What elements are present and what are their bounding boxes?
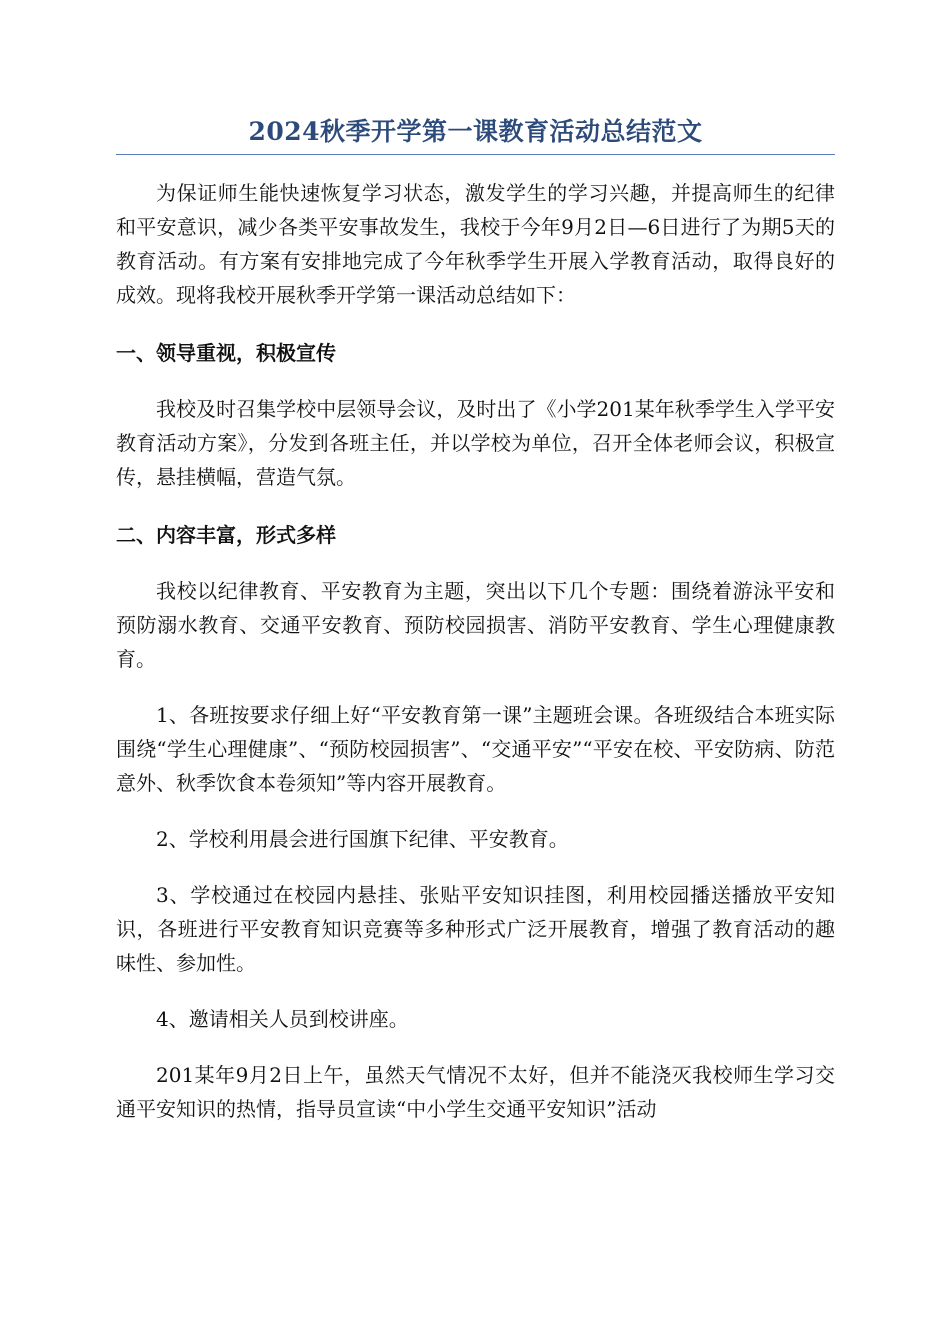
- document-title: 2024秋季开学第一课教育活动总结范文: [116, 112, 835, 155]
- section2-heading: 二、内容丰富，形式多样: [116, 523, 336, 547]
- document-body: [116, 176, 835, 1126]
- section2-paragraph: 我校以纪律教育、平安教育为主题，突出以下几个专题：围绕着游泳平安和预防溺水教育、交通平安教育、预防校园损害、消防平安教育、学生心理健康教育。: [116, 579, 835, 671]
- intro-paragraph: 为保证师生能快速恢复学习状态，激发学生的学习兴趣，并提高师生的纪律和平安意识，减少各类平安事故发生，我校于今年9月2日—6日进行了为期5天的教育活动。有方案有安排地完成了今年秋季学生开展入学教育活动，取得良好的成效。现将我校开展秋季开学第一课活动总结如下：: [116, 181, 835, 307]
- closing-paragraph: 201某年9月2日上午，虽然天气情况不太好，但并不能浇灭我校师生学习交通平安知识的热情，指导员宣读“中小学生交通平安知识”活动: [116, 1063, 835, 1121]
- section1-heading: 一、领导重视，积极宣传: [116, 341, 336, 365]
- list-item: 3、学校通过在校园内悬挂、张贴平安知识挂图，利用校园播送播放平安知识，各班进行平安教育知识竞赛等多种形式广泛开展教育，增强了教育活动的趣味性、参加性。: [116, 883, 835, 975]
- section1-paragraph: 我校及时召集学校中层领导会议，及时出了《小学201某年秋季学生入学平安教育活动方案》，分发到各班主任，并以学校为单位，召开全体老师会议，积极宣传，悬挂横幅，营造气氛。: [116, 397, 835, 489]
- list-item: 2、学校利用晨会进行国旗下纪律、平安教育。: [156, 827, 569, 851]
- list-item: 4、邀请相关人员到校讲座。: [156, 1007, 409, 1031]
- list-item: 1、各班按要求仔细上好“平安教育第一课”主题班会课。各班级结合本班实际围绕“学生心理健康”、“预防校园损害”、“交通平安”“平安在校、平安防病、防范意外、秋季饮食本卷须知”等内容开展教育。: [116, 703, 835, 795]
- document-page: [116, 112, 835, 1126]
